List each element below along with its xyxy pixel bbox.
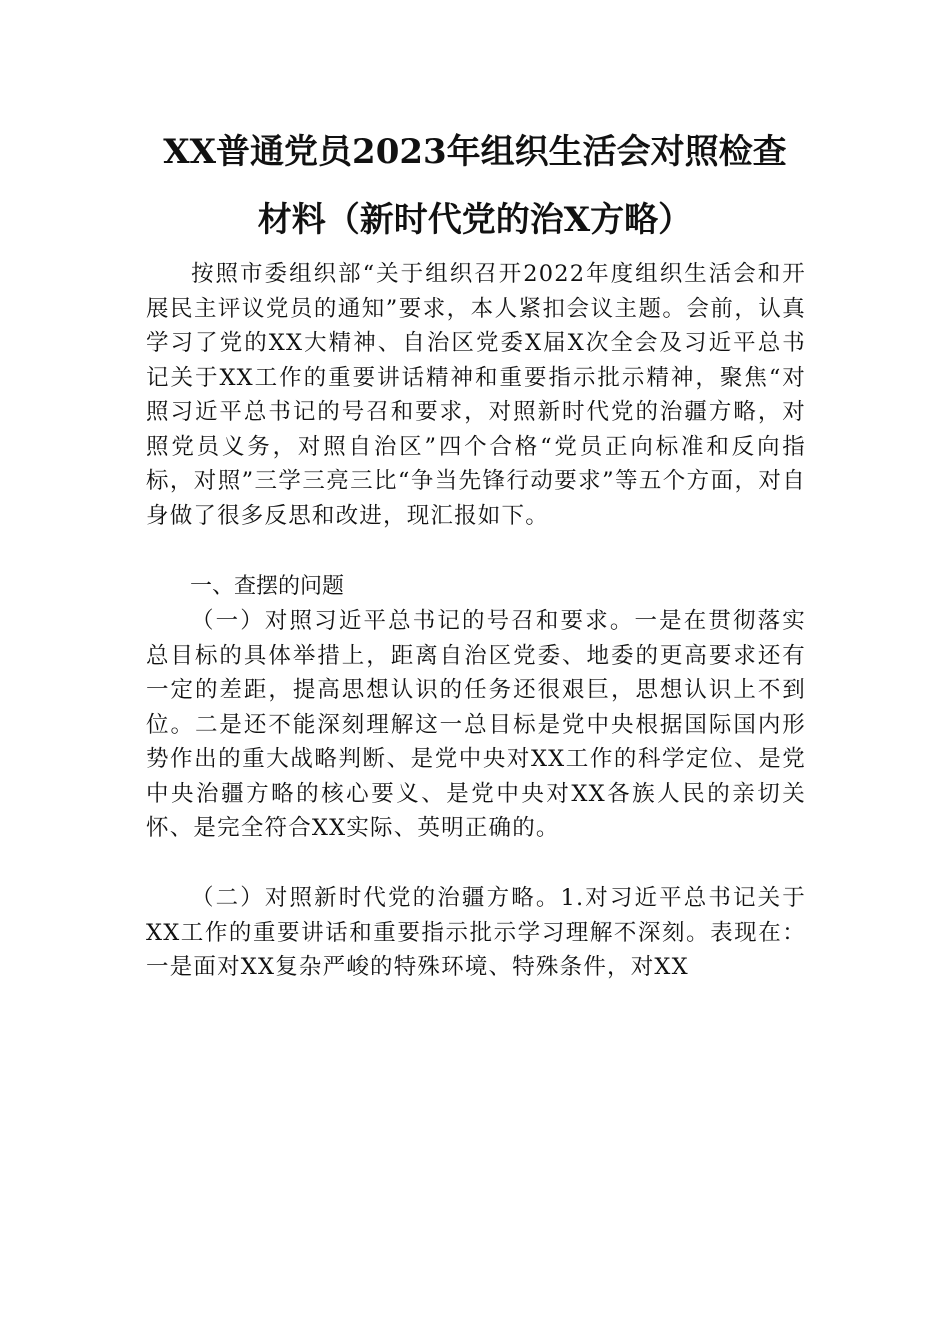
document-title-line2: 材料（新时代党的治X方略） xyxy=(257,200,693,240)
body-paragraph-section2 xyxy=(146,881,806,985)
body-paragraph-intro xyxy=(146,257,806,533)
paragraph-text: （二）对照新时代党的治疆方略。1.对习近平总书记关于XX工作的重要讲话和重要指示批示学习理解不深刻。表现在：一是面对XX复杂严峻的特殊环境、特殊条件，对XX xyxy=(146,885,806,980)
paragraph-text: 按照市委组织部“关于组织召开2022年度组织生活会和开展民主评议党员的通知”要求，本人紧扣会议主题。会前，认真学习了党的XX大精神、自治区党委X届X次全会及习近平总书记关于XX工作的重要讲话精神和重要指示批示精神，聚焦“对照习近平总书记的号召和要求，对照新时代党的治疆方略，对照党员义务，对照自治区”四个合格“党员正向标准和反向指标，对照”三学三亮三比“争当先锋行动要求”等五个方面，对自身做了很多反思和改进，现汇报如下。 xyxy=(146,261,806,529)
document-title-line1: XX普通党员2023年组织生活会对照检查 xyxy=(163,132,787,172)
body-paragraph-section1 xyxy=(146,604,806,846)
paragraph-text: （一）对照习近平总书记的号召和要求。一是在贯彻落实总目标的具体举措上，距离自治区党委、地委的更高要求还有一定的差距，提高思想认识的任务还很艰巨，思想认识上不到位。二是还不能深刻理解这一总目标是党中央根据国际国内形势作出的重大战略判断、是党中央对XX工作的科学定位、是党中央治疆方略的核心要义、是党中央对XX各族人民的亲切关怀、是完全符合XX实际、英明正确的。 xyxy=(146,608,806,841)
section-heading: 一、查摆的问题 xyxy=(190,574,345,599)
